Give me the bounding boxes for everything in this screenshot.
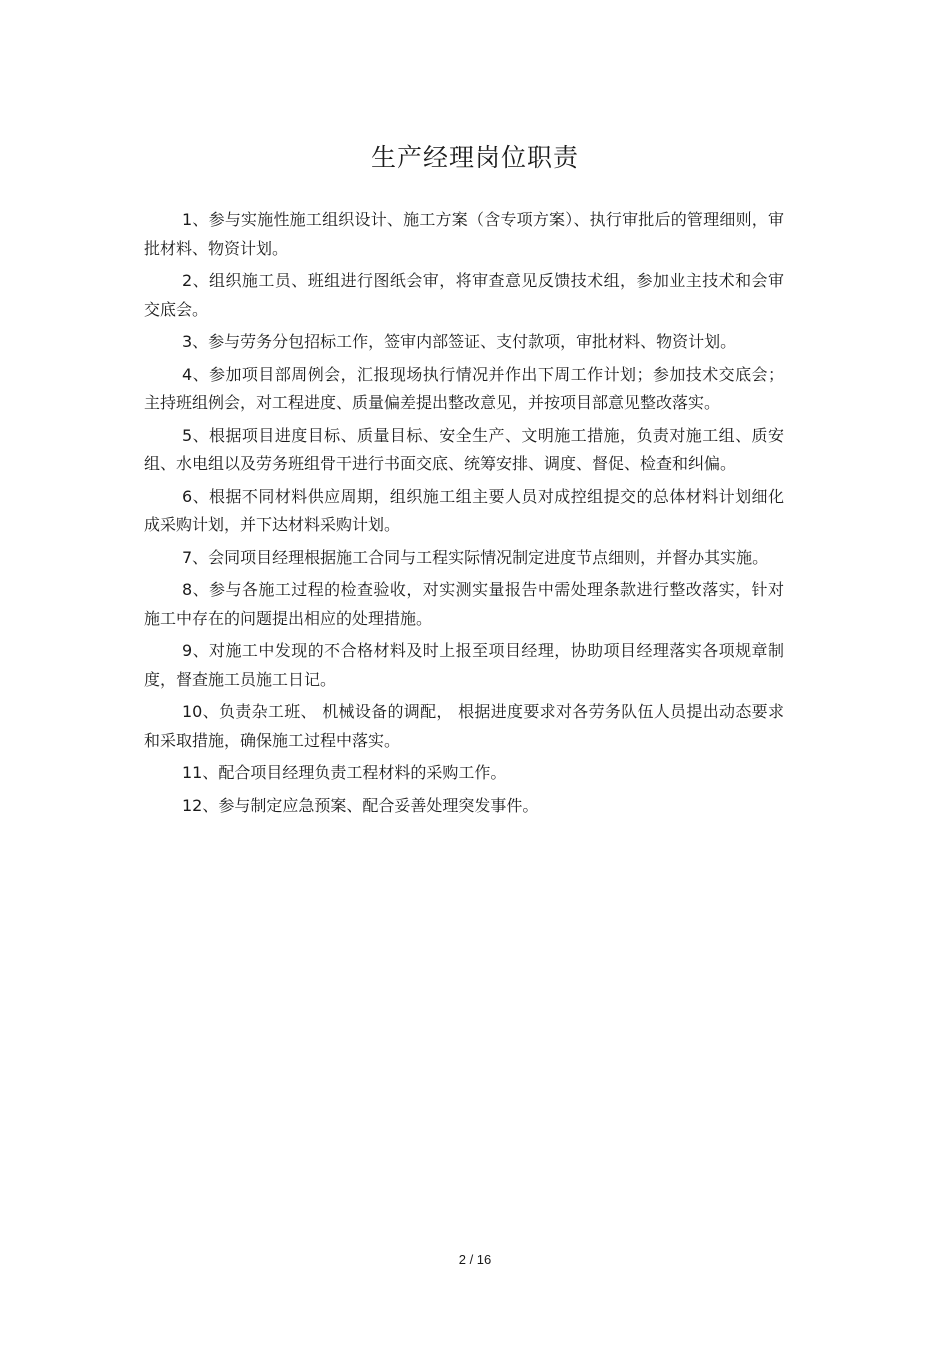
document-body xyxy=(144,206,784,824)
duty-item-12: 12、参与制定应急预案、配合妥善处理突发事件。 xyxy=(182,795,539,815)
duty-item-8: 8、参与各施工过程的检查验收，对实测实量报告中需处理条款进行整改落实，针对施工中存在的问题提出相应的处理措施。 xyxy=(144,580,784,628)
duty-item-2: 2、组织施工员、班组进行图纸会审，将审查意见反馈技术组，参加业主技术和会审交底会。 xyxy=(144,271,784,319)
duty-item-5: 5、根据项目进度目标、质量目标、安全生产、文明施工措施，负责对施工组、质安组、水电组以及劳务班组骨干进行书面交底、统筹安排、调度、督促、检查和纠偏。 xyxy=(144,425,784,473)
duty-item-9: 9、对施工中发现的不合格材料及时上报至项目经理，协助项目经理落实各项规章制度，督查施工员施工日记。 xyxy=(144,641,784,689)
total-pages-number: 16 xyxy=(476,1252,492,1267)
page-number xyxy=(0,1250,950,1270)
duty-item-11: 11、配合项目经理负责工程材料的采购工作。 xyxy=(182,763,507,782)
duty-item-1: 1、参与实施性施工组织设计、施工方案（含专项方案）、执行审批后的管理细则，审批材料、物资计划。 xyxy=(144,210,784,258)
duty-item-3: 3、参与劳务分包招标工作，签审内部签证、支付款项，审批材料、物资计划。 xyxy=(182,332,737,351)
duty-item-4: 4、参加项目部周例会，汇报现场执行情况并作出下周工作计划；参加技术交底会；主持班组例会，对工程进度、质量偏差提出整改意见，并按项目部意见整改落实。 xyxy=(144,364,784,412)
page-separator: / xyxy=(465,1252,477,1267)
duty-item-10: 10、负责杂工班、 机械设备的调配， 根据进度要求对各劳务队伍人员提出动态要求和采取措施，确保施工过程中落实。 xyxy=(144,702,784,750)
duty-item-7: 7、会同项目经理根据施工合同与工程实际情况制定进度节点细则，并督办其实施。 xyxy=(182,547,769,567)
page-title: 生产经理岗位职责 xyxy=(370,143,579,172)
duty-item-6: 6、根据不同材料供应周期，组织施工组主要人员对成控组提交的总体材料计划细化成采购计划，并下达材料采购计划。 xyxy=(144,486,784,534)
current-page-number: 2 xyxy=(458,1252,466,1267)
